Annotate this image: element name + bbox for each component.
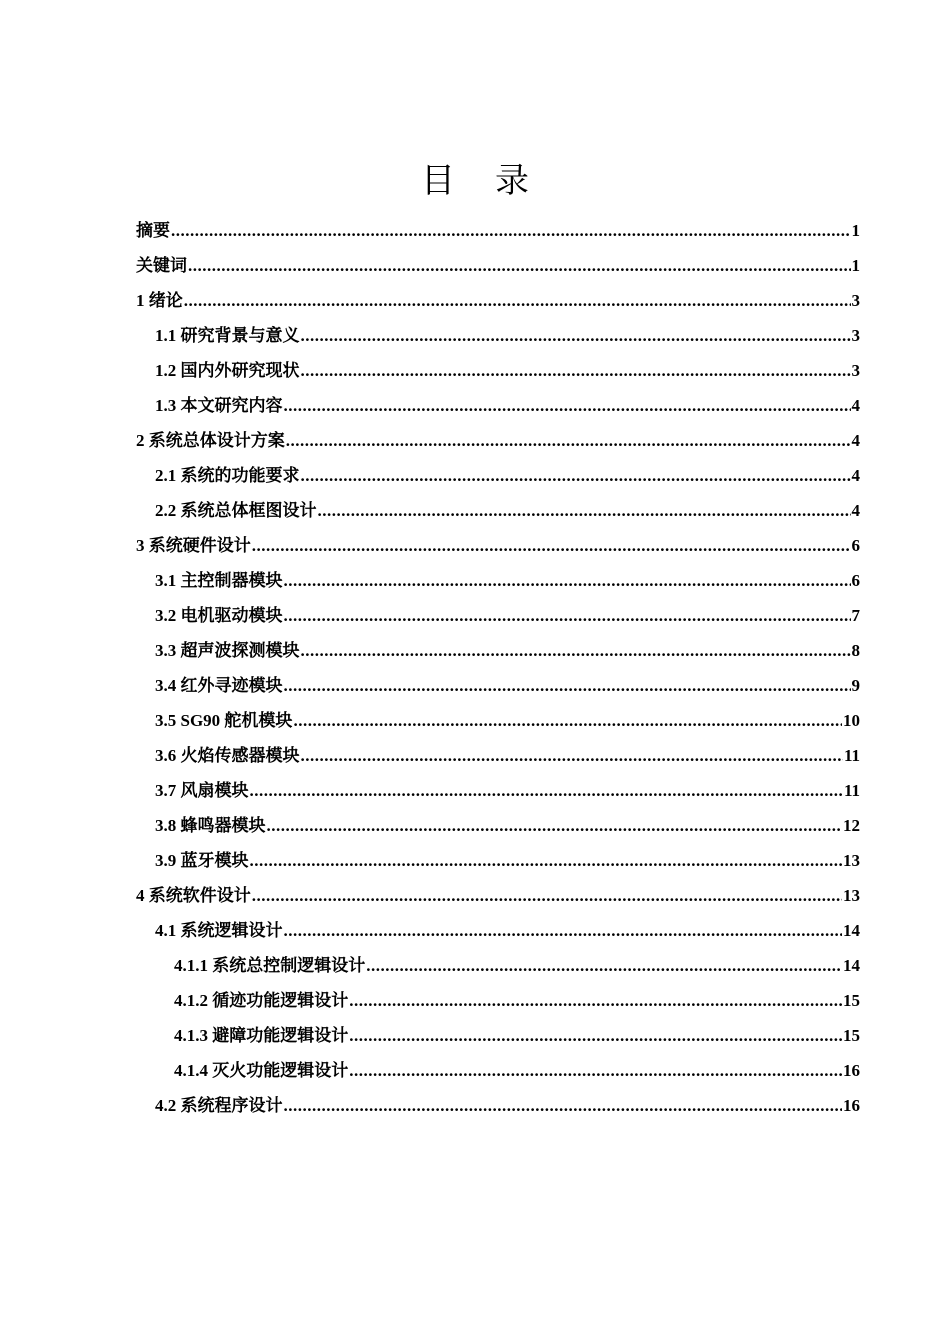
toc-page-number: 4	[851, 466, 860, 485]
dot-leader	[301, 318, 851, 353]
toc-page-number: 8	[851, 641, 860, 660]
dot-leader	[301, 353, 851, 388]
title-char-1: 目	[421, 161, 455, 201]
toc-entry-section-4-1-1[interactable]	[136, 948, 860, 983]
dot-leader	[301, 738, 843, 773]
toc-label: 3.1 主控制器模块	[155, 571, 283, 590]
toc-page-number: 7	[851, 606, 860, 625]
toc-page-number: 3	[851, 326, 860, 345]
toc-page-number: 3	[851, 361, 860, 380]
dot-leader	[284, 913, 843, 948]
page-title	[0, 158, 950, 204]
dot-leader	[286, 423, 851, 458]
toc-page-number: 9	[851, 676, 860, 695]
dot-leader	[284, 388, 851, 423]
toc-entry-section-3-5[interactable]	[136, 703, 860, 738]
toc-page-number: 14	[843, 921, 860, 940]
toc-page-number: 6	[851, 571, 860, 590]
dot-leader	[284, 598, 851, 633]
toc-entry-section-3-4[interactable]	[136, 668, 860, 703]
toc-entry-section-1-1[interactable]	[136, 318, 860, 353]
toc-label: 1.3 本文研究内容	[155, 396, 283, 415]
toc-entry-section-4-1-3[interactable]	[136, 1018, 860, 1053]
toc-entry-abstract[interactable]	[136, 213, 860, 248]
table-of-contents	[136, 213, 860, 1123]
toc-entry-chapter-1[interactable]	[136, 283, 860, 318]
toc-entry-section-3-1[interactable]	[136, 563, 860, 598]
dot-leader	[318, 493, 851, 528]
dot-leader	[252, 878, 842, 913]
toc-label: 2 系统总体设计方案	[136, 431, 285, 450]
dot-leader	[366, 948, 842, 983]
toc-label: 3 系统硬件设计	[136, 536, 251, 555]
toc-page-number: 4	[851, 396, 860, 415]
dot-leader	[252, 528, 851, 563]
toc-entry-section-3-3[interactable]	[136, 633, 860, 668]
toc-label: 4.1.3 避障功能逻辑设计	[174, 1026, 349, 1045]
dot-leader	[267, 808, 843, 843]
toc-page-number: 1	[851, 256, 860, 275]
toc-label: 1 绪论	[136, 291, 183, 310]
toc-label: 3.5 SG90 舵机模块	[155, 711, 293, 730]
dot-leader	[284, 1088, 843, 1123]
toc-page-number: 10	[843, 711, 860, 730]
dot-leader	[250, 773, 843, 808]
toc-entry-section-3-9[interactable]	[136, 843, 860, 878]
toc-entry-chapter-4[interactable]	[136, 878, 860, 913]
toc-page-number: 13	[843, 851, 860, 870]
toc-label: 2.1 系统的功能要求	[155, 466, 300, 485]
title-char-2: 录	[495, 161, 529, 201]
toc-page-number: 16	[843, 1096, 860, 1115]
toc-entry-section-4-1-2[interactable]	[136, 983, 860, 1018]
dot-leader	[349, 983, 842, 1018]
toc-page-number: 3	[851, 291, 860, 310]
toc-page-number: 11	[843, 781, 860, 800]
toc-entry-section-3-7[interactable]	[136, 773, 860, 808]
dot-leader	[301, 633, 851, 668]
toc-page-number: 11	[843, 746, 860, 765]
toc-page-number: 4	[851, 431, 860, 450]
toc-entry-section-2-2[interactable]	[136, 493, 860, 528]
dot-leader	[284, 668, 851, 703]
toc-label: 1.2 国内外研究现状	[155, 361, 300, 380]
toc-page-number: 1	[851, 221, 860, 240]
toc-page-number: 13	[843, 886, 860, 905]
toc-entry-section-4-1[interactable]	[136, 913, 860, 948]
toc-label: 3.2 电机驱动模块	[155, 606, 283, 625]
toc-label: 4.1.4 灭火功能逻辑设计	[174, 1061, 349, 1080]
dot-leader	[301, 458, 851, 493]
toc-label: 关键词	[136, 256, 187, 275]
toc-page-number: 4	[851, 501, 860, 520]
dot-leader	[171, 213, 851, 248]
toc-label: 4.1.2 循迹功能逻辑设计	[174, 991, 349, 1010]
toc-label: 3.3 超声波探测模块	[155, 641, 300, 660]
toc-entry-section-1-2[interactable]	[136, 353, 860, 388]
toc-entry-section-4-1-4[interactable]	[136, 1053, 860, 1088]
toc-entry-section-3-6[interactable]	[136, 738, 860, 773]
toc-page-number: 14	[843, 956, 860, 975]
toc-label: 3.8 蜂鸣器模块	[155, 816, 266, 835]
toc-label: 2.2 系统总体框图设计	[155, 501, 317, 520]
toc-page-number: 15	[843, 1026, 860, 1045]
toc-label: 4 系统软件设计	[136, 886, 251, 905]
dot-leader	[184, 283, 851, 318]
toc-entry-chapter-2[interactable]	[136, 423, 860, 458]
dot-leader	[293, 703, 842, 738]
toc-page-number: 12	[843, 816, 860, 835]
toc-label: 摘要	[136, 221, 170, 240]
toc-entry-section-1-3[interactable]	[136, 388, 860, 423]
toc-label: 4.1 系统逻辑设计	[155, 921, 283, 940]
dot-leader	[284, 563, 851, 598]
dot-leader	[250, 843, 843, 878]
toc-entry-section-3-8[interactable]	[136, 808, 860, 843]
toc-page-number: 16	[843, 1061, 860, 1080]
toc-label: 3.4 红外寻迹模块	[155, 676, 283, 695]
dot-leader	[188, 248, 851, 283]
toc-entry-chapter-3[interactable]	[136, 528, 860, 563]
toc-label: 3.7 风扇模块	[155, 781, 249, 800]
toc-entry-section-2-1[interactable]	[136, 458, 860, 493]
dot-leader	[349, 1053, 842, 1088]
dot-leader	[349, 1018, 842, 1053]
toc-entry-section-4-2[interactable]	[136, 1088, 860, 1123]
toc-label: 4.1.1 系统总控制逻辑设计	[174, 956, 366, 975]
toc-label: 3.9 蓝牙模块	[155, 851, 249, 870]
toc-page-number: 6	[851, 536, 860, 555]
toc-label: 4.2 系统程序设计	[155, 1096, 283, 1115]
toc-label: 3.6 火焰传感器模块	[155, 746, 300, 765]
toc-entry-section-3-2[interactable]	[136, 598, 860, 633]
toc-page-number: 15	[843, 991, 860, 1010]
toc-entry-keywords[interactable]	[136, 248, 860, 283]
toc-label: 1.1 研究背景与意义	[155, 326, 300, 345]
